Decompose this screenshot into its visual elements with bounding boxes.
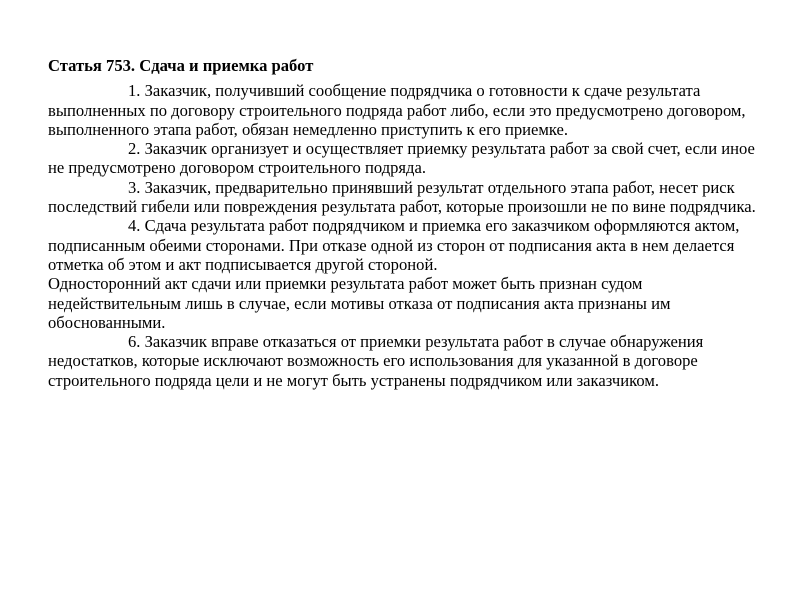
document-slide — [48, 56, 758, 390]
paragraph-4-continuation: Односторонний акт сдачи или приемки результата работ может быть признан судом недействительным лишь в случае, если мотивы отказа от подписания акта признаны им обоснованными. — [48, 274, 671, 332]
article-title: Статья 753. Сдача и приемка работ — [48, 56, 314, 75]
paragraph-4: 4. Сдача результата работ подрядчиком и приемка его заказчиком оформляются актом, подписанным обеими сторонами. При отказе одной из сторон от подписания акта в нем делается отметка об этом и акт подписывается другой стороной. — [48, 216, 740, 274]
paragraph-3: 3. Заказчик, предварительно принявший результат отдельного этапа работ, несет риск последствий гибели или повреждения результата работ, которые произошли не по вине подрядчика. — [48, 177, 756, 217]
paragraph-2: 2. Заказчик организует и осуществляет приемку результата работ за свой счет, если иное не предусмотрено договором строительного подряда. — [48, 139, 755, 178]
paragraph-1: 1. Заказчик, получивший сообщение подрядчика о готовности к сдаче результата выполненных по договору строительного подряда работ либо, если это предусмотрено договором, выполненного этапа работ, обязан немедленно приступить к его приемке. — [48, 81, 746, 139]
paragraph-6: 6. Заказчик вправе отказаться от приемки результата работ в случае обнаружения недостатков, которые исключают возможность его использования для указанной в договоре строительного подряда цели и не могут быть устранены подрядчиком или заказчиком. — [48, 332, 704, 390]
